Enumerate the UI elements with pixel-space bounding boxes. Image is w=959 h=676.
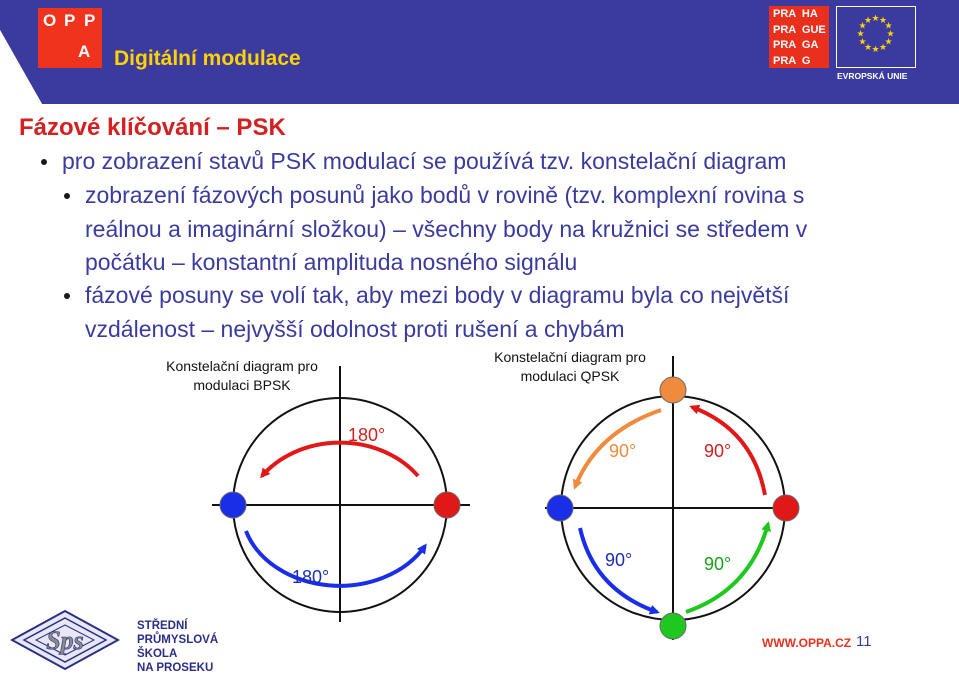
- bullet-text-continuation: reálnou a imaginární složkou) – všechny body na kružnici se středem v: [85, 216, 808, 242]
- bullet-text-continuation: vzdálenost – nejvyšší odolnost proti rušení a chybám: [85, 316, 625, 342]
- page-number: 11: [856, 633, 872, 650]
- opp-logo-letter: A: [78, 42, 91, 61]
- bullet-text: zobrazení fázových posunů jako bodů v rovině (tzv. komplexní rovina s: [85, 182, 805, 208]
- svg-text:★: ★: [871, 45, 880, 55]
- qpsk-label-bottom-left: 90°: [605, 550, 633, 570]
- opp-logo-letter: O: [43, 11, 57, 30]
- qpsk-label-top-right: 90°: [704, 441, 732, 461]
- svg-text:★: ★: [884, 37, 893, 48]
- svg-text:★: ★: [863, 43, 873, 53]
- svg-text:Sps: Sps: [46, 626, 84, 655]
- bullet-text: pro zobrazení stavů PSK modulací se používá tzv. konstelační diagram: [62, 148, 787, 174]
- bpsk-label-bottom: 180°: [292, 567, 330, 587]
- qpsk-diagram: [545, 356, 799, 640]
- bpsk-arrow-blue: [246, 531, 425, 586]
- svg-text:★: ★: [886, 29, 895, 40]
- qpsk-point-green: [660, 613, 686, 639]
- praha-logo: PRA HA PRA GUE PRA GA PRA G: [769, 6, 829, 68]
- qpsk-caption-line: Konstelační diagram pro: [494, 349, 646, 365]
- qpsk-label-top-left: 90°: [609, 441, 637, 461]
- svg-text:★: ★: [858, 37, 867, 48]
- footer-url-link[interactable]: WWW.OPPA.CZ: [762, 636, 852, 650]
- svg-text:★: ★: [878, 43, 888, 53]
- section-heading: Fázové klíčování – PSK: [19, 114, 286, 141]
- svg-text:★: ★: [884, 21, 893, 32]
- bpsk-caption-line: Konstelační diagram pro: [166, 358, 318, 374]
- bpsk-caption-line: modulaci BPSK: [193, 377, 291, 393]
- sps-diamond-icon: [10, 609, 120, 671]
- eu-label: EVROPSKÁ UNIE: [837, 71, 908, 81]
- qpsk-arrow-blue: [580, 528, 657, 612]
- bpsk-diagram: [212, 366, 470, 622]
- slide-title: Digitální modulace: [114, 47, 301, 70]
- opp-logo-letter: P: [84, 11, 96, 30]
- svg-text:★: ★: [878, 16, 888, 26]
- opp-logo-letter: P: [64, 11, 76, 30]
- bullet-text: fázové posuny se volí tak, aby mezi body v diagramu byla co největší: [85, 282, 790, 308]
- bpsk-point-red: [434, 492, 460, 518]
- bpsk-point-blue: [220, 492, 246, 518]
- qpsk-point-red: [773, 495, 799, 521]
- school-name: STŘEDNÍ PRŮMYSLOVÁ ŠKOLA NA PROSEKU: [137, 620, 219, 674]
- sps-logo: [10, 609, 120, 671]
- svg-text:★: ★: [858, 21, 867, 32]
- qpsk-caption-line: modulaci QPSK: [520, 368, 620, 384]
- qpsk-point-orange: [660, 377, 686, 403]
- bpsk-label-top: 180°: [348, 425, 386, 445]
- qpsk-label-bottom-right: 90°: [704, 554, 732, 574]
- bullet-text-continuation: počátku – konstantní amplituda nosného signálu: [85, 249, 578, 275]
- svg-text:★: ★: [871, 14, 880, 24]
- svg-text:★: ★: [863, 16, 873, 26]
- svg-text:★: ★: [856, 29, 865, 40]
- qpsk-point-blue: [547, 495, 573, 521]
